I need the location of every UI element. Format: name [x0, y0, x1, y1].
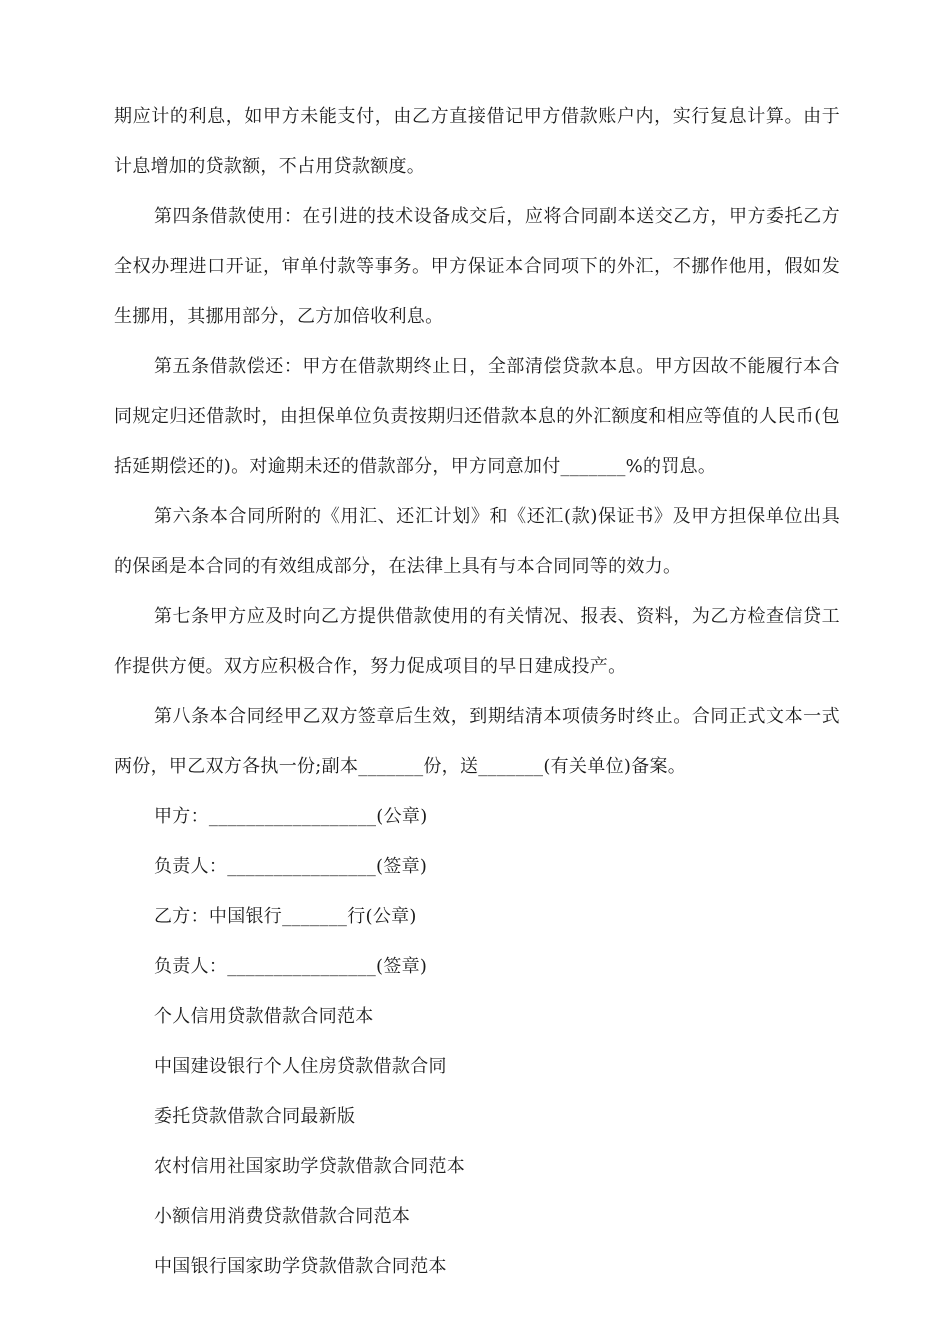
paragraph-article-7: 第七条甲方应及时向乙方提供借款使用的有关情况、报表、资料，为乙方检查信贷工作提供方便。双方应积极合作，努力促成项目的早日建成投产。	[114, 606, 840, 677]
related-link[interactable]: 农村信用社国家助学贷款借款合同范本	[154, 1156, 466, 1177]
related-link[interactable]: 个人信用贷款借款合同范本	[154, 1006, 374, 1027]
paragraph-article-8: 第八条本合同经甲乙双方签章后生效，到期结清本项债务时终止。合同正式文本一式两份，甲乙双方各执一份;副本_______份，送_______(有关单位)备案。	[114, 706, 840, 777]
signature-party-a-rep: 负责人：________________(签章)	[154, 856, 428, 877]
signature-party-b-rep: 负责人：________________(签章)	[154, 956, 428, 977]
paragraph-article-6: 第六条本合同所附的《用汇、还汇计划》和《还汇(款)保证书》及甲方担保单位出具的保函是本合同的有效组成部分，在法律上具有与本合同同等的效力。	[114, 506, 840, 577]
signature-party-a: 甲方：__________________(公章)	[154, 806, 428, 827]
paragraph-article-4: 第四条借款使用：在引进的技术设备成交后，应将合同副本送交乙方，甲方委托乙方全权办理进口开证，审单付款等事务。甲方保证本合同项下的外汇，不挪作他用，假如发生挪用，其挪用部分，乙方加倍收利息。	[114, 206, 840, 327]
related-link[interactable]: 委托贷款借款合同最新版	[154, 1106, 356, 1127]
paragraph-interest: 期应计的利息，如甲方未能支付，由乙方直接借记甲方借款账户内，实行复息计算。由于计息增加的贷款额，不占用贷款额度。	[114, 106, 840, 177]
signature-party-b: 乙方：中国银行_______行(公章)	[154, 906, 417, 927]
paragraph-article-5: 第五条借款偿还：甲方在借款期终止日，全部清偿贷款本息。甲方因故不能履行本合同规定归还借款时，由担保单位负责按期归还借款本息的外汇额度和相应等值的人民币(包括延期偿还的)。对逾期未还的借款部分，甲方同意加付_______%的罚息。	[114, 356, 840, 477]
related-link[interactable]: 中国银行国家助学贷款借款合同范本	[154, 1256, 447, 1277]
related-link[interactable]: 中国建设银行个人住房贷款借款合同	[154, 1056, 447, 1077]
related-link[interactable]: 小额信用消费贷款借款合同范本	[154, 1206, 411, 1227]
